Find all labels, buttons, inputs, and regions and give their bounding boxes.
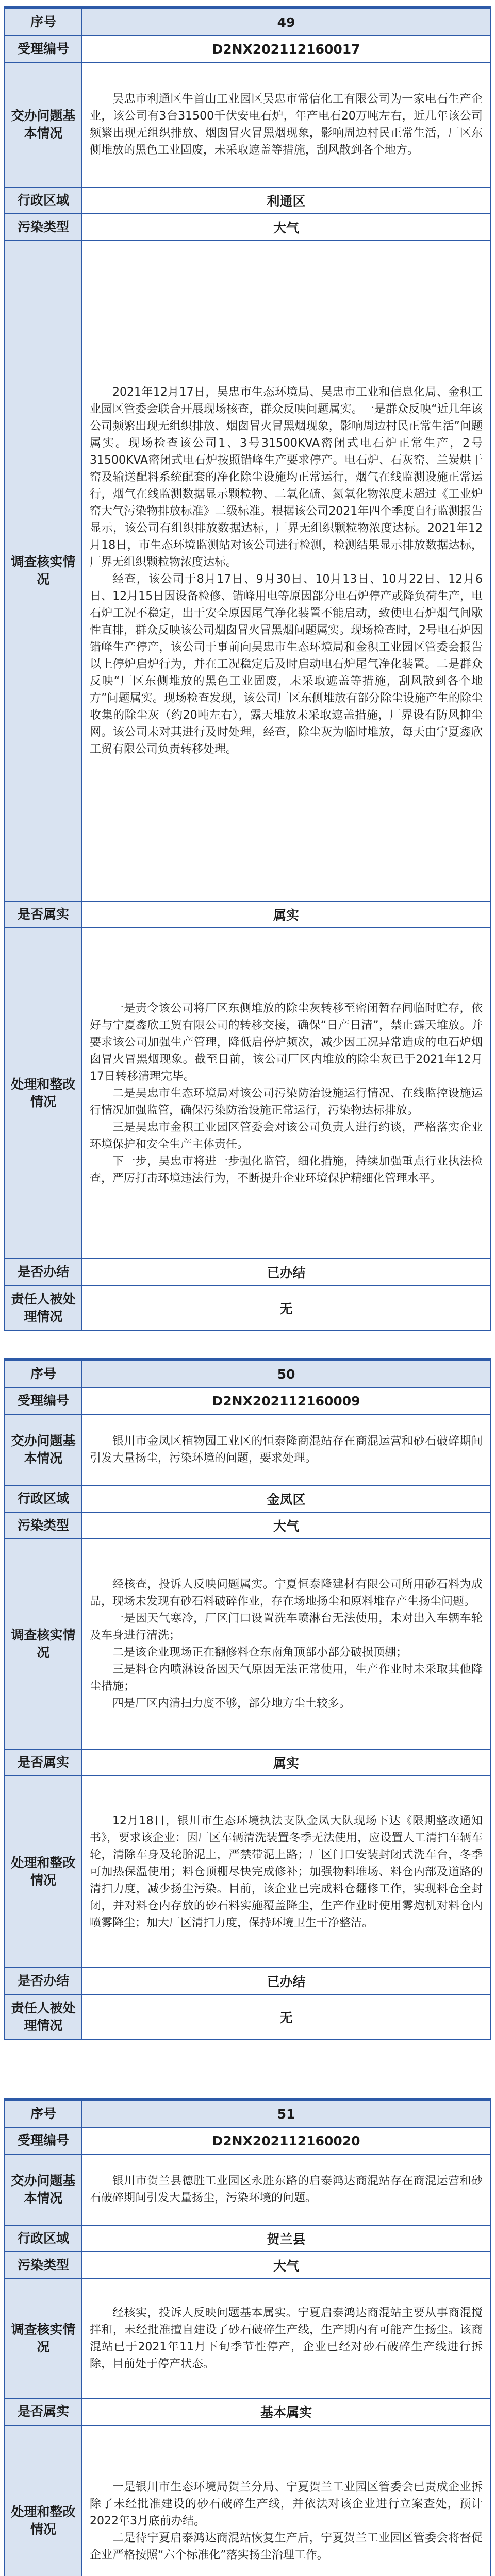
problem-value bbox=[82, 62, 490, 187]
code-label: 受理编号 bbox=[5, 1387, 82, 1414]
closed-label: 是否办结 bbox=[5, 1259, 82, 1285]
problem-label: 交办问题基本情况 bbox=[5, 2154, 82, 2225]
investigation-label: 调查核实情况 bbox=[5, 2279, 82, 2398]
serial-row bbox=[5, 2100, 490, 2127]
case-table bbox=[4, 1360, 491, 2040]
investigation-row bbox=[5, 2279, 490, 2398]
verified-label: 是否属实 bbox=[5, 1749, 82, 1776]
code-row bbox=[5, 1387, 490, 1414]
accountability-row bbox=[5, 1285, 490, 1331]
handling-row bbox=[5, 2425, 490, 2576]
case-51 bbox=[4, 2098, 491, 2576]
accountability-label: 责任人被处理情况 bbox=[5, 1285, 82, 1331]
problem-row bbox=[5, 2154, 490, 2225]
region-row bbox=[5, 2225, 490, 2252]
pollution-row bbox=[5, 1512, 490, 1539]
pollution-value: 大气 bbox=[82, 214, 490, 241]
accountability-value: 无 bbox=[82, 1285, 490, 1331]
closed-value: 已办结 bbox=[82, 1259, 490, 1285]
code-value: D2NX202112160020 bbox=[82, 2127, 490, 2154]
pollution-value: 大气 bbox=[82, 2252, 490, 2279]
code-row bbox=[5, 36, 490, 62]
accountability-value: 无 bbox=[82, 1994, 490, 2040]
investigation-row bbox=[5, 1539, 490, 1749]
pollution-label: 污染类型 bbox=[5, 2252, 82, 2279]
handling-paragraph: 三是吴忠市金积工业园区管委会对该公司负责人进行约谈，严格落实企业环境保护和安全生产主体责任。 bbox=[90, 1121, 483, 1151]
serial-label: 序号 bbox=[5, 1361, 82, 1387]
investigation-paragraph: 四是厂区内清扫力度不够，部分地方尘土较多。 bbox=[112, 1697, 351, 1710]
investigation-row bbox=[5, 241, 490, 901]
handling-paragraph: 一是银川市生态环境局贺兰分局、宁夏贺兰工业园区管委会已责成企业拆除了未经批准建设的砂石破碎生产线，并依法对该企业进行立案查处，预计2022年3月底前办结。 bbox=[90, 2480, 483, 2528]
verified-value: 基本属实 bbox=[82, 2398, 490, 2425]
region-row bbox=[5, 187, 490, 214]
code-value: D2NX202112160017 bbox=[82, 36, 490, 62]
problem-text: 银川市贺兰县德胜工业园区永胜东路的启泰鸿达商混站存在商混运营和砂石破碎期间引发大量扬尘，污染环境的问题。 bbox=[90, 2175, 483, 2205]
problem-row bbox=[5, 62, 490, 187]
code-label: 受理编号 bbox=[5, 2127, 82, 2154]
pollution-value: 大气 bbox=[82, 1512, 490, 1539]
problem-value bbox=[82, 1414, 490, 1485]
investigation-value bbox=[82, 2279, 490, 2398]
code-row bbox=[5, 2127, 490, 2154]
problem-row bbox=[5, 1414, 490, 1485]
handling-label: 处理和整改情况 bbox=[5, 2425, 82, 2576]
pollution-label: 污染类型 bbox=[5, 1512, 82, 1539]
problem-text: 吴忠市利通区牛首山工业园区吴忠市常信化工有限公司为一家电石生产企业，该公司有3台31500千伏安电石炉，年产电石20万吨左右，近几年该公司频繁出现无组织排放、烟囱冒火冒黑烟现象，影响周边村民正常生活，厂区东侧堆放的黑色工业固废，未采取遮盖等措施，刮风散到各个地方。 bbox=[90, 93, 483, 157]
verified-row bbox=[5, 2398, 490, 2425]
problem-text: 银川市金凤区植物园工业区的恒泰隆商混站存在商混运营和砂石破碎期间引发大量扬尘，污染环境的问题，要求处理。 bbox=[90, 1435, 483, 1465]
investigation-paragraph: 经核查，投诉人反映问题属实。宁夏恒泰隆建材有限公司所用砂石料为成品，现场未发现有砂石料破碎作业，存在场地扬尘和原料堆存产生扬尘问题。 bbox=[90, 1578, 483, 1608]
investigation-paragraph: 经核实，投诉人反映问题基本属实。宁夏启泰鸿达商混站主要从事商混搅拌和，未经批准擅自建设了砂石破碎生产线，生产期内有可能产生扬尘。该商混站已于2021年11月下旬季节性停产，企业已经对砂石破碎生产线进行拆除，目前处于停产状态。 bbox=[90, 2307, 483, 2370]
problem-label: 交办问题基本情况 bbox=[5, 62, 82, 187]
handling-paragraph: 二是待宁夏启泰鸿达商混站恢复生产后，宁夏贺兰工业园区管委会将督促企业严格按照“六个标准化”落实扬尘治理工作。 bbox=[90, 2531, 483, 2562]
case-table bbox=[4, 2100, 491, 2576]
handling-value bbox=[82, 2425, 490, 2576]
closed-row bbox=[5, 1259, 490, 1285]
code-value: D2NX202112160009 bbox=[82, 1387, 490, 1414]
verified-row bbox=[5, 901, 490, 928]
closed-label: 是否办结 bbox=[5, 1968, 82, 1994]
verified-value: 属实 bbox=[82, 901, 490, 928]
region-label: 行政区域 bbox=[5, 2225, 82, 2252]
investigation-value bbox=[82, 1539, 490, 1749]
region-value: 金凤区 bbox=[82, 1485, 490, 1512]
serial-row bbox=[5, 9, 490, 36]
serial-value: 50 bbox=[82, 1361, 490, 1387]
investigation-label: 调查核实情况 bbox=[5, 1539, 82, 1749]
serial-label: 序号 bbox=[5, 2100, 82, 2127]
investigation-label: 调查核实情况 bbox=[5, 241, 82, 901]
accountability-label: 责任人被处理情况 bbox=[5, 1994, 82, 2040]
handling-row bbox=[5, 928, 490, 1259]
case-49 bbox=[4, 6, 491, 1331]
region-value: 利通区 bbox=[82, 187, 490, 214]
verified-row bbox=[5, 1749, 490, 1776]
handling-label: 处理和整改情况 bbox=[5, 1776, 82, 1968]
region-label: 行政区域 bbox=[5, 1485, 82, 1512]
problem-value bbox=[82, 2154, 490, 2225]
handling-value bbox=[82, 1776, 490, 1968]
pollution-row bbox=[5, 214, 490, 241]
investigation-paragraph: 三是料仓内喷淋设备因天气原因无法正常使用，生产作业时未采取其他降尘措施； bbox=[90, 1663, 483, 1693]
handling-row bbox=[5, 1776, 490, 1968]
region-label: 行政区域 bbox=[5, 187, 82, 214]
investigation-paragraph: 2021年12月17日，吴忠市生态环境局、吴忠市工业和信息化局、金积工业园区管委会联合开展现场核查，群众反映问题属实。一是群众反映“近几年该公司频繁出现无组织排放、烟囱冒火冒黑烟现象，影响周边村民正常生活”问题属实。现场检查该公司1、3号31500KVA密闭式电石炉正常生产，2号31500KVA密闭式电石炉按照错峰生产要求停产。电石炉、石灰窑、兰炭烘干窑及输送配料系统配套的净化除尘设施均正常运行，烟气在线监测设施正常运行，烟气在线监测数据显示颗粒物、二氧化硫、氮氧化物浓度未超过《工业炉窑大气污染物排放标准》二级标准。根据该公司2021年四个季度自行监测报告显示，该公司有组织排放数据达标，厂界无组织颗粒物浓度达标。2021年12月18日，市生态环境监测站对该公司进行检测，检测结果显示排放数据达标，厂界无组织颗粒物浓度达标。 bbox=[90, 386, 483, 569]
investigation-paragraph: 二是该企业现场正在翻修料仓东南角顶部小部分破损顶棚； bbox=[112, 1646, 408, 1659]
serial-value: 51 bbox=[82, 2100, 490, 2127]
pollution-row bbox=[5, 2252, 490, 2279]
problem-label: 交办问题基本情况 bbox=[5, 1414, 82, 1485]
case-table bbox=[4, 8, 491, 1331]
verified-value: 属实 bbox=[82, 1749, 490, 1776]
serial-label: 序号 bbox=[5, 9, 82, 36]
handling-paragraph: 二是吴忠市生态环境局对该公司污染防治设施运行情况、在线监控设施运行情况加强监管，确保污染防治设施正常运行，污染物达标排放。 bbox=[90, 1087, 483, 1117]
serial-value: 49 bbox=[82, 9, 490, 36]
pollution-label: 污染类型 bbox=[5, 214, 82, 241]
closed-row bbox=[5, 1968, 490, 1994]
code-label: 受理编号 bbox=[5, 36, 82, 62]
region-row bbox=[5, 1485, 490, 1512]
handling-paragraph: 12月18日，银川市生态环境执法支队金凤大队现场下达《限期整改通知书》，要求该企业：因厂区车辆清洗装置冬季无法使用，应设置人工清扫车辆车轮，清除车身及轮胎泥土，严禁带泥上路；厂区门口安装封闭式洗车台，冬季可加热保温使用；料仓顶棚尽快完成修补；加强物料堆场、料仓内部及道路的清扫力度，减少扬尘污染。目前，该企业已完成料仓翻修工作，实现料仓全封闭，并对料仓内存放的砂石料实施覆盖降尘，生产作业时使用雾炮机对料仓内喷雾降尘；加大厂区清扫力度，保持环境卫生干净整洁。 bbox=[90, 1814, 483, 1929]
investigation-paragraph: 一是因天气寒冷，厂区门口设置洗车喷淋台无法使用，未对出入车辆车轮及车身进行清洗； bbox=[90, 1612, 483, 1642]
closed-value: 已办结 bbox=[82, 1968, 490, 1994]
handling-value bbox=[82, 928, 490, 1259]
handling-paragraph: 下一步，吴忠市将进一步强化监管，细化措施，持续加强重点行业执法检查，严厉打击环境违法行为，不断提升企业环境保护精细化管理水平。 bbox=[90, 1155, 483, 1185]
investigation-value bbox=[82, 241, 490, 901]
region-value: 贺兰县 bbox=[82, 2225, 490, 2252]
handling-label: 处理和整改情况 bbox=[5, 928, 82, 1259]
case-50 bbox=[4, 1358, 491, 2040]
investigation-paragraph: 经查，该公司于8月17日、9月30日、10月13日、10月22日、12月6日、12月15日因设备检修、错峰用电等原因部分电石炉停产或降负荷生产，电石炉工况不稳定，出于安全原因尾气净化装置不能启动，致使电石炉烟气间歇性直排，群众反映该公司烟囱冒火冒黑烟问题属实。现场检查时，2号电石炉因错峰生产停产，该公司于事前向吴忠市生态环境局和金积工业园区管委会报告以上停炉启炉行为，并在工况稳定后及时启动电石炉尾气净化装置。二是群众反映“厂区东侧堆放的黑色工业固废，未采取遮盖等措施，刮风散到各个地方”问题属实。现场检查发现，该公司厂区东侧堆放有部分除尘设施产生的除尘收集的除尘灰（约20吨左右），露天堆放未采取遮盖措施，厂界设有防风抑尘网。该公司未对其进行及时处理，经查，除尘灰为临时堆放，每天由宁夏鑫欣工贸有限公司负责转移处理。 bbox=[90, 573, 483, 756]
accountability-row bbox=[5, 1994, 490, 2040]
serial-row bbox=[5, 1361, 490, 1387]
verified-label: 是否属实 bbox=[5, 901, 82, 928]
verified-label: 是否属实 bbox=[5, 2398, 82, 2425]
handling-paragraph: 一是责令该公司将厂区东侧堆放的除尘灰转移至密闭暂存间临时贮存，依好与宁夏鑫欣工贸有限公司的转移交接，确保“日产日清”，禁止露天堆放。并要求该公司加强生产管理，降低启停炉频次，减少因工况异常造成的电石炉烟囱冒火冒黑烟现象。截至目前，该公司厂区内堆放的除尘灰已于2021年12月17日转移清理完毕。 bbox=[90, 1002, 483, 1083]
